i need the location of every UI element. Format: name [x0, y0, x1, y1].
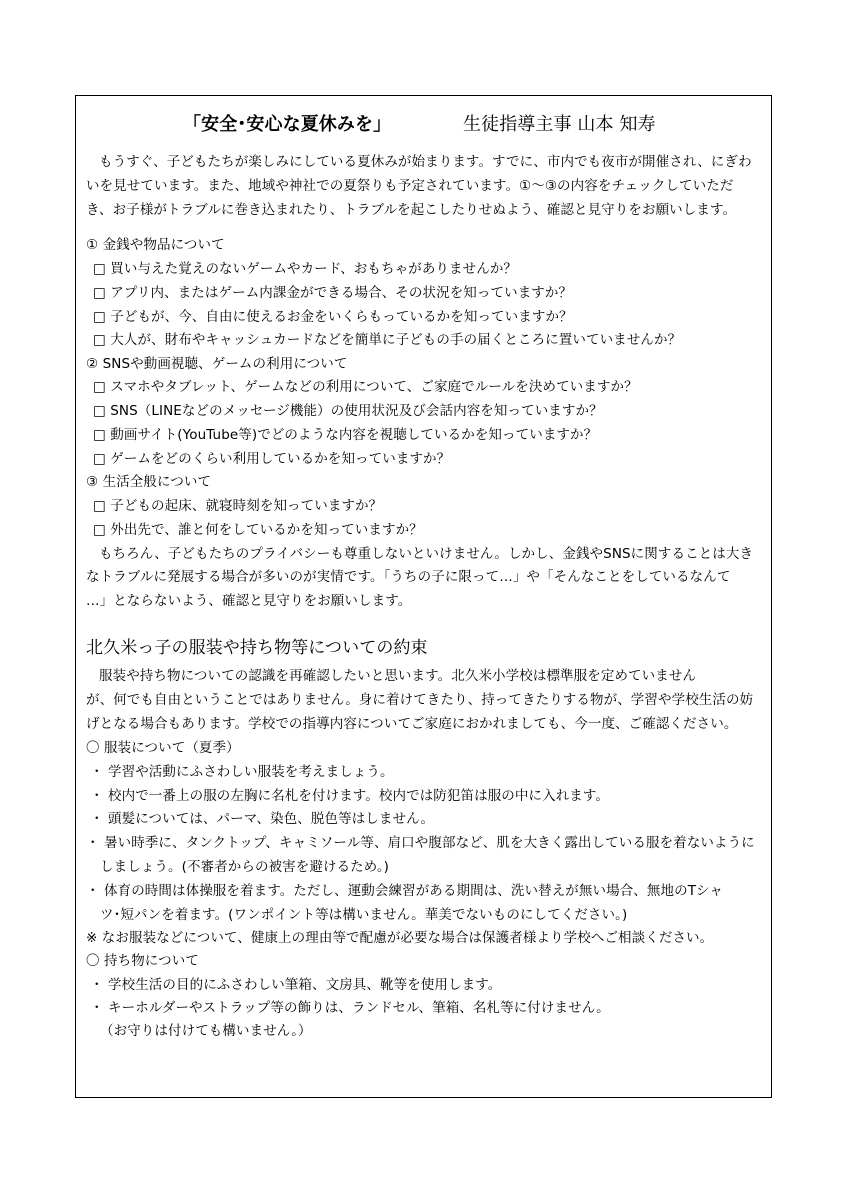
closing-line: なトラブルに発展する場合が多いのが実情です。「うちの子に限って…」や「そんなことをしているなんて — [86, 569, 731, 585]
checklist-item: □ 子どもの起床、就寝時刻を知っていますか？ — [93, 498, 383, 514]
checklist-item: □ 大人が、財布やキャッシュカードなどを簡単に子どもの手の届くところに置いていませんか？ — [93, 332, 682, 348]
clothing-item-continued: ツ･短パンを着ます。(ワンポイント等は構いません。華美でないものにしてください。) — [100, 907, 628, 923]
health-note: ※ なお服装などについて、健康上の理由等で配慮が必要な場合は保護者様より学校へご相談ください。 — [86, 930, 714, 946]
clothing-item: ・ 校内で一番上の服の左胸に名札を付けます。校内では防犯笛は服の中に入れます。 — [90, 788, 610, 804]
section-heading: ① 金銭や物品について — [86, 237, 225, 253]
checklist-item: □ 子どもが、今、自由に使えるお金をいくらもっているかを知っていますか？ — [93, 309, 573, 325]
clothing-item: ・ 学習や活動にふさわしい服装を考えましょう。 — [90, 764, 394, 780]
clothing-item-continued: しましょう。(不審者からの被害を避けるため。) — [100, 859, 390, 875]
clothing-item: ・ 暑い時季に、タンクトップ、キャミソール等、肩口や腹部など、肌を大きく露出している服を着ないように — [86, 835, 755, 851]
rules-intro-line: が、何でも自由ということではありません。身に着けてきたり、持ってきたりする物が、学習や学校生活の妨 — [86, 692, 754, 708]
clothing-item: ・ 頭髪については、パーマ、染色、脱色等はしません。 — [90, 811, 435, 827]
clothing-heading: 〇 服装について（夏季） — [86, 740, 240, 756]
belongings-heading: 〇 持ち物について — [86, 953, 199, 969]
checklist-item: □ アプリ内、またはゲーム内課金ができる場合、その状況を知っていますか？ — [93, 285, 573, 301]
belongings-item: ・ キーホルダーやストラップ等の飾りは、ランドセル、筆箱、名札等に付けません。 — [90, 1000, 610, 1016]
belongings-item: ・ 学校生活の目的にふさわしい筆箱、文房具、靴等を使用します。 — [90, 977, 502, 993]
intro-line: もうすぐ、子どもたちが楽しみにしている夏休みが始まります。すでに、市内でも夜市が開催され、にぎわ — [99, 154, 752, 170]
author-line: 生徒指導主事 山本 知寿 — [463, 114, 656, 135]
checklist-item: □ SNS（LINEなどのメッセージ機能）の使用状況及び会話内容を知っていますか？ — [93, 403, 603, 419]
checklist-item: □ スマホやタブレット、ゲームなどの利用について、ご家庭でルールを決めていますか？ — [93, 379, 638, 395]
clothing-item: ・ 体育の時間は体操服を着ます。ただし、運動会練習がある期間は、洗い替えが無い場合、無地のTシャ — [86, 883, 723, 899]
checklist-item: □ 買い与えた覚えのないゲームやカード、おもちゃがありませんか？ — [93, 261, 518, 277]
page-title: 「安全･安心な夏休みを」 — [183, 114, 392, 135]
intro-line: いを見せています。また、地域や神社での夏祭りも予定されています。①～③の内容をチェックしていただ — [86, 178, 734, 194]
rules-intro-line: 服装や持ち物についての認識を再確認したいと思います。北久米小学校は標準服を定めていません — [99, 668, 697, 684]
rules-heading: 北久米っ子の服装や持ち物等についての約束 — [86, 638, 428, 658]
belongings-item-continued: （お守りは付けても構いません。） — [100, 1023, 312, 1039]
rules-intro-line: げとなる場合もあります。学校での指導内容についてご家庭におかれましても、今一度、ご確認ください。 — [86, 716, 738, 732]
checklist-item: □ 外出先で、誰と何をしているかを知っていますか？ — [93, 522, 423, 538]
closing-line: もちろん、子どもたちのプライバシーも尊重しないといけません。しかし、金銭やSNSに関することは大き — [99, 546, 754, 562]
section-heading: ③ 生活全般について — [86, 474, 212, 490]
section-heading: ② SNSや動画視聴、ゲームの利用について — [86, 356, 348, 372]
checklist-item: □ ゲームをどのくらい利用しているかを知っていますか？ — [93, 451, 451, 467]
checklist-item: □ 動画サイト(YouTube等)でどのような内容を視聴しているかを知っていますか？ — [93, 427, 598, 443]
intro-line: き、お子様がトラブルに巻き込まれたり、トラブルを起こしたりせぬよう、確認と見守りをお願いします。 — [86, 202, 737, 218]
closing-line: …」とならないよう、確認と見守りをお願いします。 — [86, 593, 412, 609]
